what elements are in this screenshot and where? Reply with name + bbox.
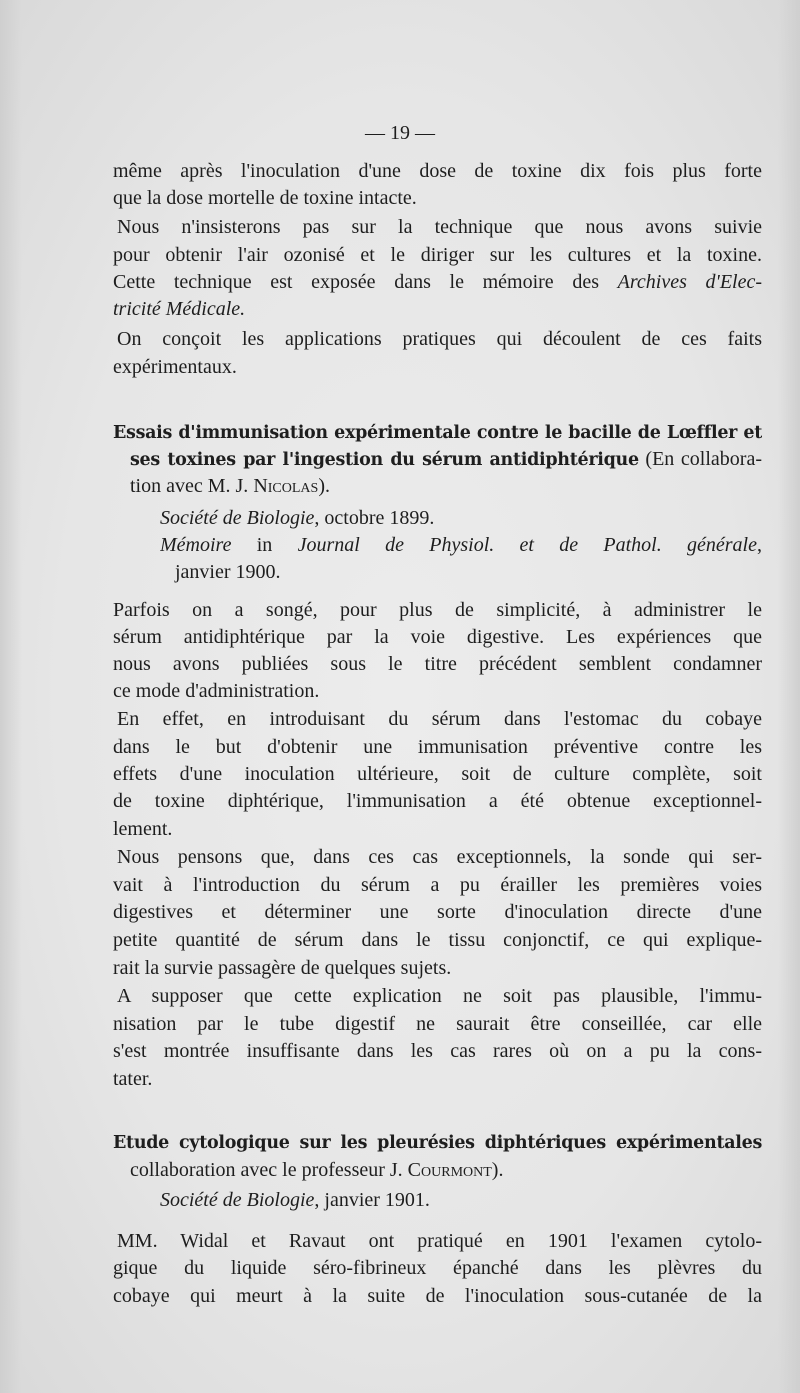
heading-text: Etude cytologique sur les pleurésies diphtériques expérimentales — [113, 1133, 762, 1153]
text-segment: tion avec M. J. — [130, 475, 254, 497]
text-line — [175, 559, 780, 585]
text-segment: nous avons publiées sous le titre précédent semblent condamner — [113, 653, 762, 675]
heading-text: ses toxines par l'ingestion du sérum antidiphtérique — [130, 450, 639, 470]
text-segment: , octobre 1899. — [314, 507, 435, 529]
text-segment: vait à l'introduction du sérum a pu érailler les premières voies — [113, 874, 762, 896]
text-line — [117, 214, 762, 240]
text-segment: Nous pensons que, dans ces cas exceptionnels, la sonde qui ser- — [117, 846, 762, 868]
italic-text: Société de Biologie — [160, 507, 315, 529]
text-segment: , — [757, 534, 762, 556]
text-line — [113, 1011, 762, 1037]
text-line — [117, 1228, 762, 1254]
text-line — [113, 242, 762, 268]
text-line — [160, 532, 762, 558]
section-heading-line — [113, 1129, 762, 1155]
text-segment: s'est montrée insuffisante dans les cas rares où on a pu la cons- — [113, 1040, 762, 1062]
text-line — [113, 816, 780, 842]
section-heading-line — [130, 446, 762, 472]
text-line — [113, 955, 780, 981]
text-segment: MM. Widal et Ravaut ont pratiqué en 1901 l'examen cytolo- — [117, 1230, 762, 1252]
text-segment: ). — [491, 1159, 504, 1181]
text-line — [113, 872, 762, 898]
text-segment: Cette technique est exposée dans le mémoire des — [113, 271, 618, 293]
text-line — [113, 158, 762, 184]
italic-text: tricité Médicale. — [113, 298, 246, 320]
text-line — [160, 1187, 780, 1213]
italic-text: Société de Biologie — [160, 1189, 315, 1211]
text-line — [117, 983, 762, 1009]
text-segment: que la dose mortelle de toxine intacte. — [113, 187, 417, 209]
text-line — [113, 354, 780, 380]
text-line — [117, 706, 762, 732]
page-edge-left — [0, 0, 22, 1393]
italic-text: Journal de Physiol. et de Pathol. générale — [297, 534, 757, 556]
text-segment: , janvier 1901. — [314, 1189, 430, 1211]
text-segment: On conçoit les applications pratiques qui découlent de ces faits — [117, 328, 762, 350]
text-segment: En effet, en introduisant du sérum dans l'estomac du cobaye — [117, 708, 762, 730]
italic-text: Mémoire — [160, 534, 232, 556]
text-segment: digestives et déterminer une sorte d'inoculation directe d'une — [113, 901, 762, 923]
text-segment: pour obtenir l'air ozonisé et le diriger sur les cultures et la toxine. — [113, 244, 762, 266]
text-segment: Nous n'insisterons pas sur la technique que nous avons suivie — [117, 216, 762, 238]
text-segment: de toxine diphtérique, l'immunisation a été obtenue exceptionnel- — [113, 790, 762, 812]
text-line — [117, 326, 762, 352]
italic-text: Archives d'Elec- — [617, 271, 762, 293]
text-line — [160, 505, 780, 531]
text-segment: tater. — [113, 1068, 153, 1090]
text-line — [130, 473, 780, 499]
text-line — [113, 624, 762, 650]
text-line — [117, 844, 762, 870]
text-line — [113, 1038, 762, 1064]
text-segment: sérum antidiphtérique par la voie digestive. Les expériences que — [113, 626, 762, 648]
text-line — [113, 1066, 780, 1092]
text-segment: janvier 1900. — [175, 561, 281, 583]
text-segment: rait la survie passagère de quelques sujets. — [113, 957, 452, 979]
text-segment: gique du liquide séro-fibrineux épanché dans les plèvres du — [113, 1257, 762, 1279]
text-line — [113, 927, 762, 953]
text-segment: ). — [318, 475, 330, 497]
text-line — [113, 1255, 762, 1281]
page-edge-right — [778, 0, 800, 1393]
text-line — [113, 1283, 762, 1309]
text-line — [113, 185, 780, 211]
author-name: Courmont — [407, 1159, 492, 1181]
text-segment: A supposer que cette explication ne soit pas plausible, l'immu- — [117, 985, 762, 1007]
text-line — [113, 296, 780, 322]
text-line — [113, 788, 762, 814]
heading-text: Essais d'immunisation expérimentale contre le bacille de Lœffler et — [113, 423, 762, 443]
text-segment: effets d'une inoculation ultérieure, soit de culture complète, soit — [113, 763, 762, 785]
text-line — [113, 651, 762, 677]
text-segment: petite quantité de sérum dans le tissu conjonctif, ce qui explique- — [113, 929, 762, 951]
text-line — [113, 269, 762, 295]
text-segment: Parfois on a songé, pour plus de simplicité, à administrer le — [113, 599, 762, 621]
text-segment: cobaye qui meurt à la suite de l'inoculation sous-cutanée de la — [113, 1285, 762, 1307]
text-line — [113, 678, 780, 704]
text-segment: in — [231, 534, 298, 556]
text-segment: expérimentaux. — [113, 356, 237, 378]
text-line — [113, 899, 762, 925]
section-heading-line — [113, 419, 762, 445]
author-name: Nicolas — [253, 475, 319, 497]
text-segment: lement. — [113, 818, 173, 840]
text-line — [113, 734, 762, 760]
text-segment: dans le but d'obtenir une immunisation préventive contre les — [113, 736, 762, 758]
text-segment: même après l'inoculation d'une dose de toxine dix fois plus forte — [113, 160, 762, 182]
text-line — [113, 761, 762, 787]
text-segment: ce mode d'administration. — [113, 680, 320, 702]
page-number: — 19 — — [365, 122, 435, 144]
text-segment: (En collabora- — [638, 448, 762, 470]
text-segment: collaboration avec le professeur J. — [130, 1159, 408, 1181]
text-line — [130, 1157, 780, 1183]
text-segment: nisation par le tube digestif ne saurait être conseillée, car elle — [113, 1013, 762, 1035]
text-line — [113, 597, 762, 623]
